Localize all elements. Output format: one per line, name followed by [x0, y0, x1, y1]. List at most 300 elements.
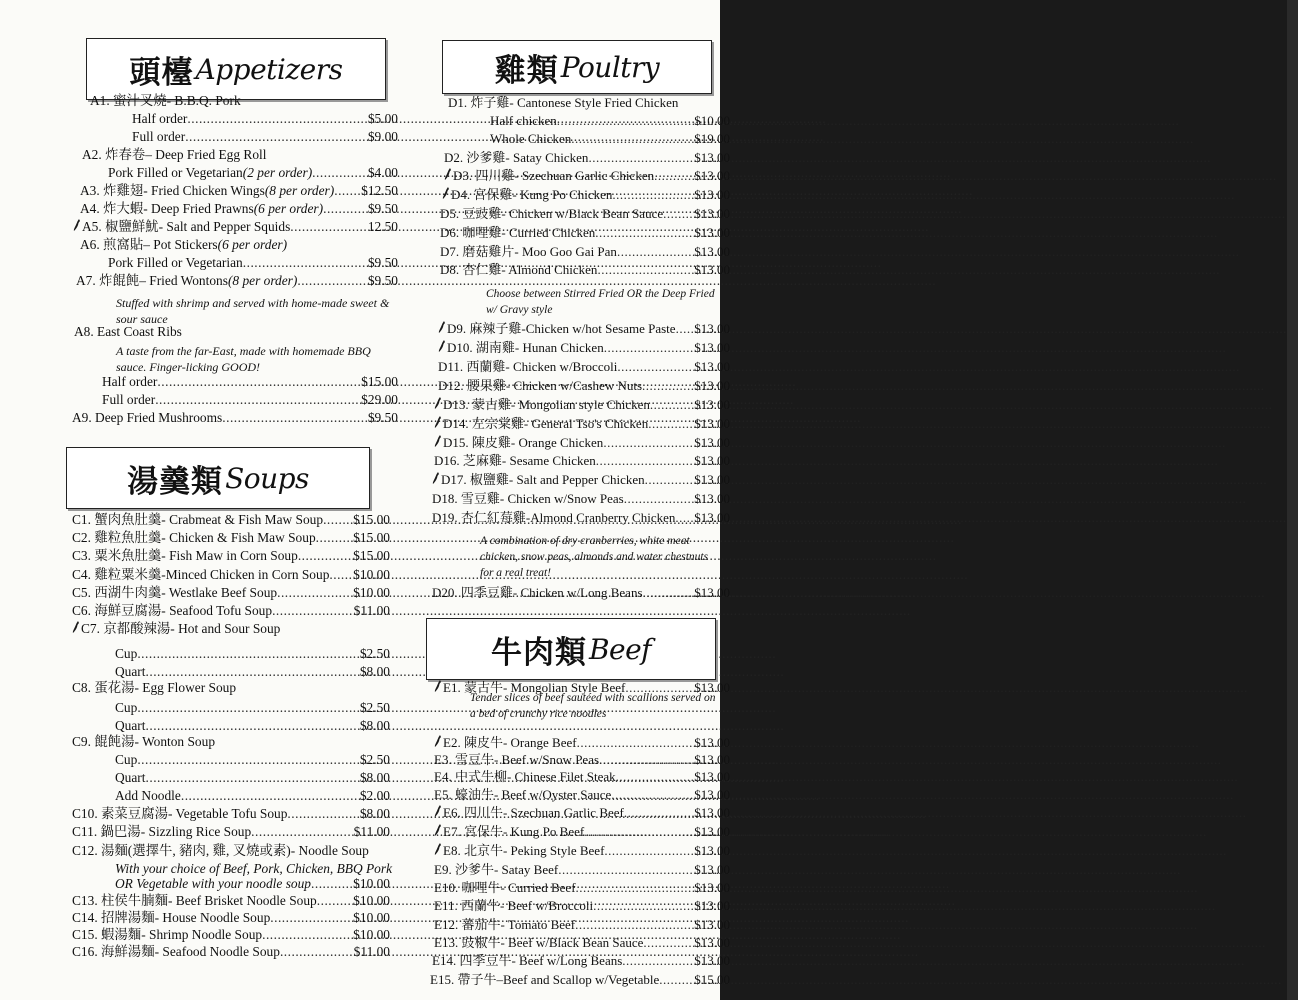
menu-item-line [434, 453, 730, 469]
item-code: D4. 宮保雞 [451, 187, 513, 202]
item-price: $11.00 [353, 603, 390, 618]
menu-item-line [432, 491, 730, 507]
item-price: $8.00 [359, 718, 390, 733]
menu-item-line [102, 374, 398, 390]
menu-item-line [80, 237, 398, 253]
menu-item-line [434, 898, 730, 914]
dot-leader [643, 585, 695, 601]
menu-item-line [448, 95, 730, 111]
chili-pepper-icon [444, 168, 452, 180]
menu-item-line [108, 255, 398, 271]
item-code: E10. 咖哩牛 [434, 880, 501, 895]
soups-title-zh: 湯羹類 [127, 463, 224, 500]
dot-leader [272, 603, 354, 619]
appetizer-note-wontons: Stuffed with shrimp and served with home-made sweet & sour sauce [116, 296, 390, 326]
chili-pepper-icon [434, 824, 442, 836]
menu-item-line [72, 603, 390, 619]
item-price: $13.00 [694, 225, 730, 240]
menu-item-line [438, 321, 730, 337]
item-name: - Beef w/Broccoli [499, 898, 594, 913]
menu-item-line [432, 585, 730, 601]
menu-item-line [440, 225, 730, 241]
item-code: C9. 餛飩湯 [72, 734, 135, 749]
item-code: D7. 磨菇雞片 [440, 244, 515, 259]
item-name: - Beef Brisket Noodle Soup [167, 893, 317, 908]
item-code: D8. 杏仁雞 [440, 262, 502, 277]
item-name: - Fried Chicken Wings [143, 183, 265, 198]
poultry-title-en: Poultry [560, 50, 660, 84]
menu-item-line [438, 378, 730, 394]
item-price: $13.00 [694, 453, 730, 468]
menu-item-line [72, 944, 390, 960]
menu-item-line [72, 548, 390, 564]
item-price: $13.00 [694, 824, 730, 839]
dot-leader [317, 893, 353, 909]
dot-leader [312, 165, 368, 181]
item-code: E8. 北京牛 [443, 843, 503, 858]
item-code: D20. 四季豆雞 [432, 585, 513, 600]
item-name: - Chicken w/Cashew Nuts [505, 378, 643, 393]
menu-item-line [80, 201, 398, 217]
item-code: A9. Deep Fried Mushrooms [72, 410, 223, 425]
menu-item-line [434, 935, 730, 951]
menu-item-line [72, 806, 390, 822]
chili-pepper-icon [434, 397, 442, 409]
dot-leader [280, 944, 354, 960]
item-price: $13.00 [694, 187, 730, 202]
item-name: - Tomato Beef [500, 917, 576, 932]
item-code: A3. 炸雞翅 [80, 183, 144, 198]
item-code: E7. 宮保牛 [443, 824, 503, 839]
menu-item-line [434, 824, 730, 840]
menu-item-line [72, 585, 390, 601]
dot-leader [262, 927, 353, 943]
poultry-note-cranberry: A combination of dry cranberries, white meat chicken, snow peas, almonds and water chestnuts for a real treat! [480, 535, 709, 579]
item-name: Cup [115, 700, 138, 715]
item-code: A7. 炸餛飩 [76, 273, 140, 288]
dot-leader [596, 453, 694, 469]
item-name: - Sesame Chicken [501, 453, 596, 468]
menu-item-line [434, 917, 730, 933]
item-price: $13.00 [694, 397, 730, 412]
item-code: C8. 蛋花湯 [72, 680, 135, 695]
dot-leader [571, 131, 694, 147]
item-code: C7. 京都酸辣湯 [81, 621, 171, 636]
menu-item-line [73, 219, 398, 235]
page-edge-shadow [1287, 0, 1298, 1000]
dot-leader [323, 201, 368, 217]
item-code: E11. 西蘭牛 [434, 898, 500, 913]
item-code: C16. 海鮮湯麵 [72, 944, 155, 959]
item-name: - Hunan Chicken [514, 340, 604, 355]
item-name: - Chicken & Fish Maw Soup [161, 530, 316, 545]
item-code: D5. 豆豉雞 [440, 206, 502, 221]
item-price: $12.50 [361, 183, 398, 198]
item-code: E4. 中式牛柳 [434, 769, 507, 784]
soups-title-en: Soups [225, 461, 309, 495]
item-price: $13.00 [694, 880, 730, 895]
menu-item-line [432, 953, 730, 969]
item-name: - Mongolian Style Beef [502, 680, 626, 695]
item-name: - Kung Po Chicken [512, 187, 613, 202]
item-name: - Egg Flower Soup [134, 680, 237, 695]
item-name: - Sizzling Rice Soup [140, 824, 252, 839]
menu-item-line [490, 131, 730, 147]
menu-item-line [444, 150, 730, 166]
item-code: C11. 鍋巴湯 [72, 824, 141, 839]
item-name: - Szechuan Garlic Chicken [514, 168, 655, 183]
item-qualifier: OR Vegetable with your noodle soup [115, 876, 311, 891]
dot-leader [557, 113, 694, 129]
item-price: $13.00 [694, 321, 730, 336]
item-name: -Minced Chicken in Corn Soup [161, 567, 330, 582]
dot-leader [617, 359, 694, 375]
item-price: $13.00 [694, 435, 730, 450]
menu-item-line [115, 752, 390, 768]
menu-item-line [432, 472, 730, 488]
item-price: $13.00 [694, 752, 730, 767]
item-code: A2. 炸春卷 [82, 147, 146, 162]
item-name: - Satay Chicken [505, 150, 589, 165]
dot-leader [617, 244, 694, 260]
item-code: D14. 左宗棠雞 [443, 416, 524, 431]
menu-item-line [434, 769, 730, 785]
item-code: A8. East Coast Ribs [74, 324, 182, 339]
item-price: $13.00 [694, 680, 730, 695]
item-qualifier: (6 per order) [217, 237, 288, 252]
item-name: -Almond Cranberry Chicken [525, 510, 676, 525]
item-price: $13.00 [694, 787, 730, 802]
item-code: D15. 陳皮雞 [443, 435, 511, 450]
item-code: D13. 蒙古雞 [443, 397, 511, 412]
item-code: D18. 雪豆雞 [432, 491, 500, 506]
dot-leader [185, 129, 368, 145]
dot-leader [643, 935, 694, 951]
item-name: Quart [115, 770, 146, 785]
item-name: - Hot and Sour Soup [170, 621, 281, 636]
menu-item-line [90, 93, 398, 109]
menu-item-line [434, 416, 730, 432]
item-price: $13.00 [694, 510, 730, 525]
chili-pepper-icon [438, 340, 446, 352]
menu-item-line [72, 621, 390, 637]
menu-item-line [80, 183, 398, 199]
item-name: - Almond Chicken [501, 262, 598, 277]
menu-item-line [72, 734, 390, 750]
item-code: C5. 西湖牛肉羹 [72, 585, 162, 600]
menu-item-line [434, 397, 730, 413]
dot-leader [612, 187, 694, 203]
item-price: $8.00 [359, 770, 390, 785]
menu-item-line [76, 273, 398, 289]
item-code: A1. 蜜汁叉燒 [90, 93, 167, 108]
item-code: E5. 蠔油牛 [434, 787, 494, 802]
item-name: - Moo Goo Gai Pan [514, 244, 617, 259]
poultry-header [442, 40, 712, 94]
item-name: - Salt and Pepper Squids [158, 219, 291, 234]
menu-item-line [115, 770, 390, 786]
menu-item-line [72, 530, 390, 546]
dot-leader [603, 435, 694, 451]
item-qualifier: (8 per order) [264, 183, 335, 198]
menu-item-line [132, 129, 398, 145]
item-code: A5. 椒鹽鮮魷 [82, 219, 159, 234]
item-name: Pork Filled or Vegetarian [108, 165, 243, 180]
item-price: 12.50 [367, 219, 398, 234]
item-name: Whole Chicken [490, 131, 572, 146]
item-price: $10.00 [353, 893, 390, 908]
appetizer-note-ribs: A taste from the far-East, made with homemade BBQ sauce. Finger-licking GOOD! [116, 344, 371, 374]
item-code: D3. 四川雞 [453, 168, 515, 183]
item-name: - Chinese Filet Steak [506, 769, 616, 784]
item-qualifier: (8 per order) [227, 273, 298, 288]
dot-leader [155, 392, 361, 408]
dot-leader [577, 735, 695, 751]
dot-leader [624, 805, 694, 821]
chili-pepper-icon [434, 735, 442, 747]
dot-leader [588, 150, 694, 166]
dot-leader [597, 262, 694, 278]
item-price: $13.00 [694, 735, 730, 750]
item-price: $15.00 [353, 530, 390, 545]
item-price: $13.00 [694, 206, 730, 221]
item-name: Quart [115, 718, 146, 733]
item-price: $13.00 [694, 805, 730, 820]
item-price: $13.00 [694, 862, 730, 877]
dot-leader [558, 862, 694, 878]
beef-title-en: Beef [588, 632, 652, 666]
item-code: E2. 陳皮牛 [443, 735, 503, 750]
menu-item-line [434, 880, 730, 896]
dot-leader [311, 876, 353, 892]
item-name: - Chicken w/Broccoli [505, 359, 618, 374]
chili-pepper-icon [73, 219, 81, 231]
item-name: - Seafood Tofu Soup [161, 603, 273, 618]
item-price: $13.00 [694, 953, 730, 968]
menu-item-line [430, 972, 730, 988]
item-price: $13.00 [694, 150, 730, 165]
appetizers-title-zh: 頭檯 [129, 54, 194, 91]
menu-item-line [102, 392, 398, 408]
dot-leader [593, 898, 694, 914]
item-price: $9.50 [367, 273, 398, 288]
item-code: C15. 蝦湯麵 [72, 927, 142, 942]
dot-leader [137, 700, 360, 716]
item-price: $10.00 [353, 585, 390, 600]
menu-item-line [72, 927, 390, 943]
menu-item-line [440, 262, 730, 278]
item-price: $13.00 [694, 769, 730, 784]
chili-pepper-icon [434, 843, 442, 855]
item-price: $13.00 [694, 244, 730, 259]
item-name: - Fish Maw in Corn Soup [161, 548, 298, 563]
menu-item-line [434, 435, 730, 451]
item-name: - Orange Beef [502, 735, 577, 750]
appetizers-header [86, 38, 386, 100]
menu-item-line [115, 700, 390, 716]
dot-leader [298, 548, 353, 564]
item-code: E3. 雪豆牛 [434, 752, 494, 767]
beef-note-mongolian: Tender slices of beef sautéed with scallions served on a bed of crunchy rice noodles [470, 692, 716, 720]
chili-pepper-icon [434, 680, 442, 692]
menu-item-line [108, 165, 398, 181]
poultry-note-almond: Choose between Stirred Fried OR the Deep Fried w/ Gravy style [486, 288, 715, 316]
appetizers-title-en: Appetizers [195, 52, 343, 86]
menu-item-line [72, 910, 390, 926]
item-name: Cup [115, 752, 138, 767]
item-price: $2.50 [359, 700, 390, 715]
item-name: – Deep Fried Egg Roll [145, 147, 267, 162]
item-code: C2. 雞粒魚肚羹 [72, 530, 162, 545]
dot-leader [187, 111, 367, 127]
menu-item-line [115, 718, 390, 734]
item-name: Quart [115, 664, 146, 679]
menu-item-line [72, 567, 390, 583]
item-price: $13.00 [694, 917, 730, 932]
item-name: - Curried Beef [500, 880, 576, 895]
item-price: $9.50 [367, 255, 398, 270]
menu-item-line [115, 876, 390, 892]
item-code: D12. 腰果雞 [438, 378, 506, 393]
dot-leader [645, 472, 695, 488]
item-name: - Orange Chicken [510, 435, 604, 450]
item-name: - Beef w/Black Bean Sauce [500, 935, 644, 950]
chili-pepper-icon [442, 187, 450, 199]
beef-title-zh: 牛肉類 [490, 634, 587, 671]
item-code: D10. 湖南雞 [447, 340, 515, 355]
dot-leader [595, 225, 694, 241]
item-price: $13.00 [694, 262, 730, 277]
menu-item-line [434, 752, 730, 768]
menu-item-line [438, 340, 730, 356]
item-name: - Curried Chicken [501, 225, 596, 240]
menu-item-line [442, 187, 730, 203]
item-price: $11.00 [353, 824, 390, 839]
item-code: E15. 帶子牛 [430, 972, 497, 987]
item-code: E13. 豉椒牛 [434, 935, 501, 950]
item-code: C3. 粟米魚肚羹 [72, 548, 162, 563]
item-name: - Cantonese Style Fried Chicken [509, 95, 679, 110]
menu-item-line [72, 512, 390, 528]
item-code: E9. 沙爹牛 [434, 862, 494, 877]
menu-item-line [82, 147, 398, 163]
item-code: C12. 湯麵(選擇牛, 豬肉, 雞, 叉燒或素) [72, 843, 291, 858]
item-code: C10. 素菜豆腐湯 [72, 806, 168, 821]
menu-item-line [434, 862, 730, 878]
dot-leader [290, 219, 368, 235]
item-name: - Chicken w/Long Beans [512, 585, 643, 600]
menu-item-line [438, 359, 730, 375]
item-code: E12. 蕃茄牛 [434, 917, 501, 932]
menu-item-line [432, 510, 730, 526]
menu-item-line [72, 824, 390, 840]
item-price: $13.00 [694, 378, 730, 393]
item-code: D2. 沙爹雞 [444, 150, 506, 165]
item-price: $4.00 [367, 165, 398, 180]
item-name: - House Noodle Soup [154, 910, 271, 925]
dot-leader [277, 585, 353, 601]
dot-leader [650, 397, 694, 413]
item-name: - Shrimp Noodle Soup [141, 927, 263, 942]
menu-item-line [72, 410, 398, 426]
dot-leader [676, 321, 695, 337]
dot-leader [329, 567, 353, 583]
item-code: D11. 西蘭雞 [438, 359, 506, 374]
dot-leader [222, 410, 368, 426]
item-price: $2.50 [359, 646, 390, 661]
item-name: –Beef and Scallop w/Vegetable [496, 972, 660, 987]
soups-header [66, 447, 370, 509]
menu-item-line [434, 735, 730, 751]
item-name: - Seafood Noodle Soup [154, 944, 280, 959]
item-code: C13. 柱侯牛腩麵 [72, 893, 168, 908]
item-code: E6. 四川牛 [443, 805, 503, 820]
chili-pepper-icon [434, 416, 442, 428]
item-code: C14. 招牌湯麵 [72, 910, 155, 925]
menu-item-line [434, 805, 730, 821]
item-price: $8.00 [359, 806, 390, 821]
menu-item-line [115, 788, 390, 804]
dot-leader [575, 917, 694, 933]
item-code: D16. 芝麻雞 [434, 453, 502, 468]
item-name: - Chicken w/Snow Peas [499, 491, 624, 506]
item-name: - Beef w/Long Beans [511, 953, 623, 968]
item-name: - Deep Fried Prawns [143, 201, 254, 216]
dot-leader [604, 843, 694, 859]
item-name: - Mongolian style Chicken [510, 397, 650, 412]
item-price: $8.00 [359, 664, 390, 679]
item-name: - Peking Style Beef [502, 843, 605, 858]
item-name: - B.B.Q. Pork [166, 93, 241, 108]
item-code: A6. 煎窩貼 [80, 237, 144, 252]
item-name: -Chicken w/hot Sesame Paste [521, 321, 676, 336]
item-price: $9.00 [367, 129, 398, 144]
dot-leader [624, 491, 695, 507]
chili-pepper-icon [72, 621, 80, 633]
item-price: $29.00 [361, 392, 398, 407]
item-price: $13.00 [694, 168, 730, 183]
dot-leader [648, 416, 694, 432]
menu-item-line [490, 113, 730, 129]
item-price: $2.50 [359, 752, 390, 767]
menu-item-line [444, 168, 730, 184]
dot-leader [334, 183, 361, 199]
item-name: - Chicken w/Black Bean Sauce [501, 206, 664, 221]
dot-leader [251, 824, 354, 840]
dot-leader [611, 787, 694, 803]
menu-item-line [72, 680, 390, 696]
menu-item-line [72, 843, 390, 859]
item-name: Full order [132, 129, 186, 144]
item-name: – Fried Wontons [139, 273, 228, 288]
item-price: $13.00 [694, 585, 730, 600]
dot-leader [157, 374, 361, 390]
menu-item-line [440, 244, 730, 260]
item-name: Half order [132, 111, 188, 126]
dot-leader [622, 953, 694, 969]
item-code: A4. 炸大蝦 [80, 201, 144, 216]
item-name: - General Tso's Chicken [523, 416, 649, 431]
item-price: $10.00 [353, 567, 390, 582]
menu-item-line [115, 664, 390, 680]
item-price: $15.00 [361, 374, 398, 389]
item-code: D9. 麻辣子雞 [447, 321, 522, 336]
dot-leader [675, 510, 694, 526]
menu-item-line [115, 861, 393, 877]
item-name: Half order [102, 374, 158, 389]
item-name: - Vegetable Tofu Soup [167, 806, 288, 821]
dot-leader [654, 168, 694, 184]
